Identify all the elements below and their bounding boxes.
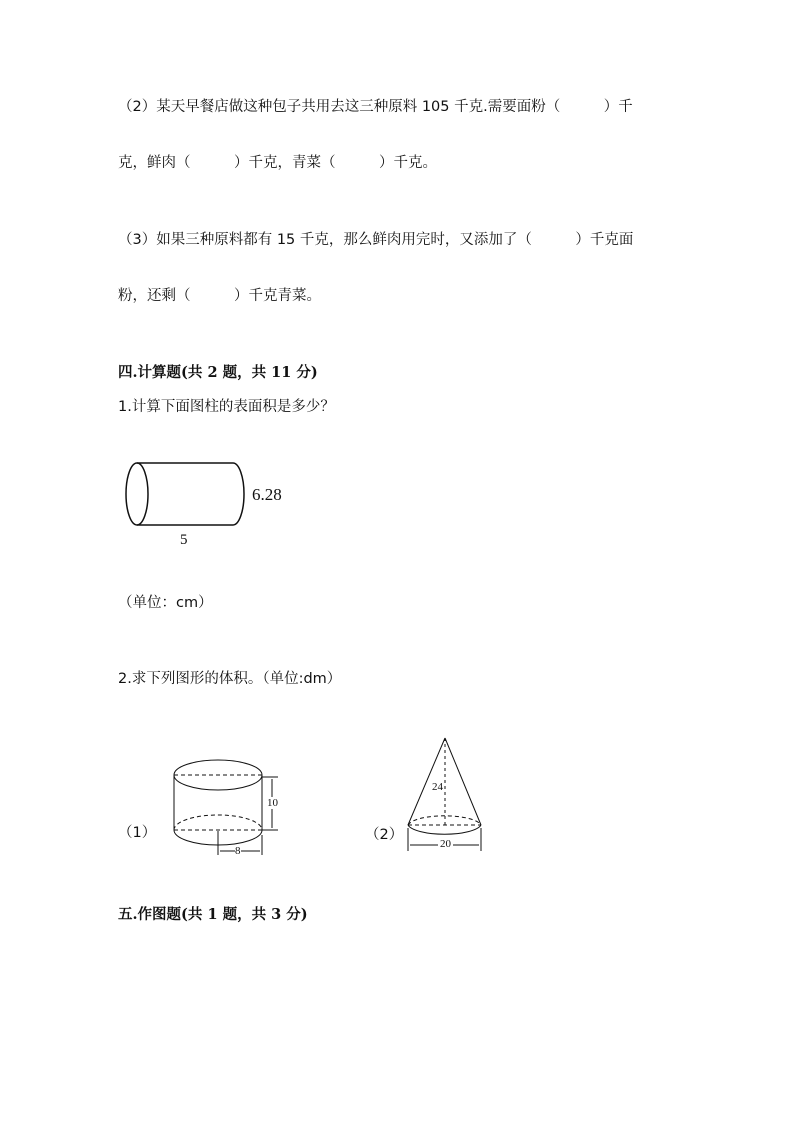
cylinder-radius-value: 8 [235,845,241,857]
cone-diameter-value: 20 [440,838,451,850]
item1-text: 1.计算下面图柱的表面积是多少？ [118,399,335,415]
figure-label-1: （1） [118,825,157,841]
cylinder-figure-1 [118,455,298,555]
q3-line2: 粉，还剩（ ）千克青菜。 [118,288,321,304]
cylinder-length-label: 5 [180,532,188,548]
figure-label-2: （2） [365,827,404,843]
cylinder-height-label: 6.28 [252,485,282,504]
q2-line2: 克，鲜肉（ ）千克，青菜（ ）千克。 [118,155,437,171]
unit-text: （单位：cm） [118,595,213,611]
cone-height-value: 24 [432,781,443,793]
q3-line1: （3）如果三种原料都有 15 千克，那么鲜肉用完时，又添加了（ ）千克面 [118,232,634,248]
item2-text: 2.求下列图形的体积。（单位:dm） [118,671,342,687]
q2-line1: （2）某天早餐店做这种包子共用去这三种原料 105 千克.需要面粉（ ）千 [118,99,633,115]
section5-heading: 五.作图题(共 1 题，共 3 分) [118,906,308,923]
cylinder-height-value: 10 [267,797,278,809]
cone-figure [400,733,490,855]
section4-heading: 四.计算题(共 2 题，共 11 分) [118,364,318,381]
